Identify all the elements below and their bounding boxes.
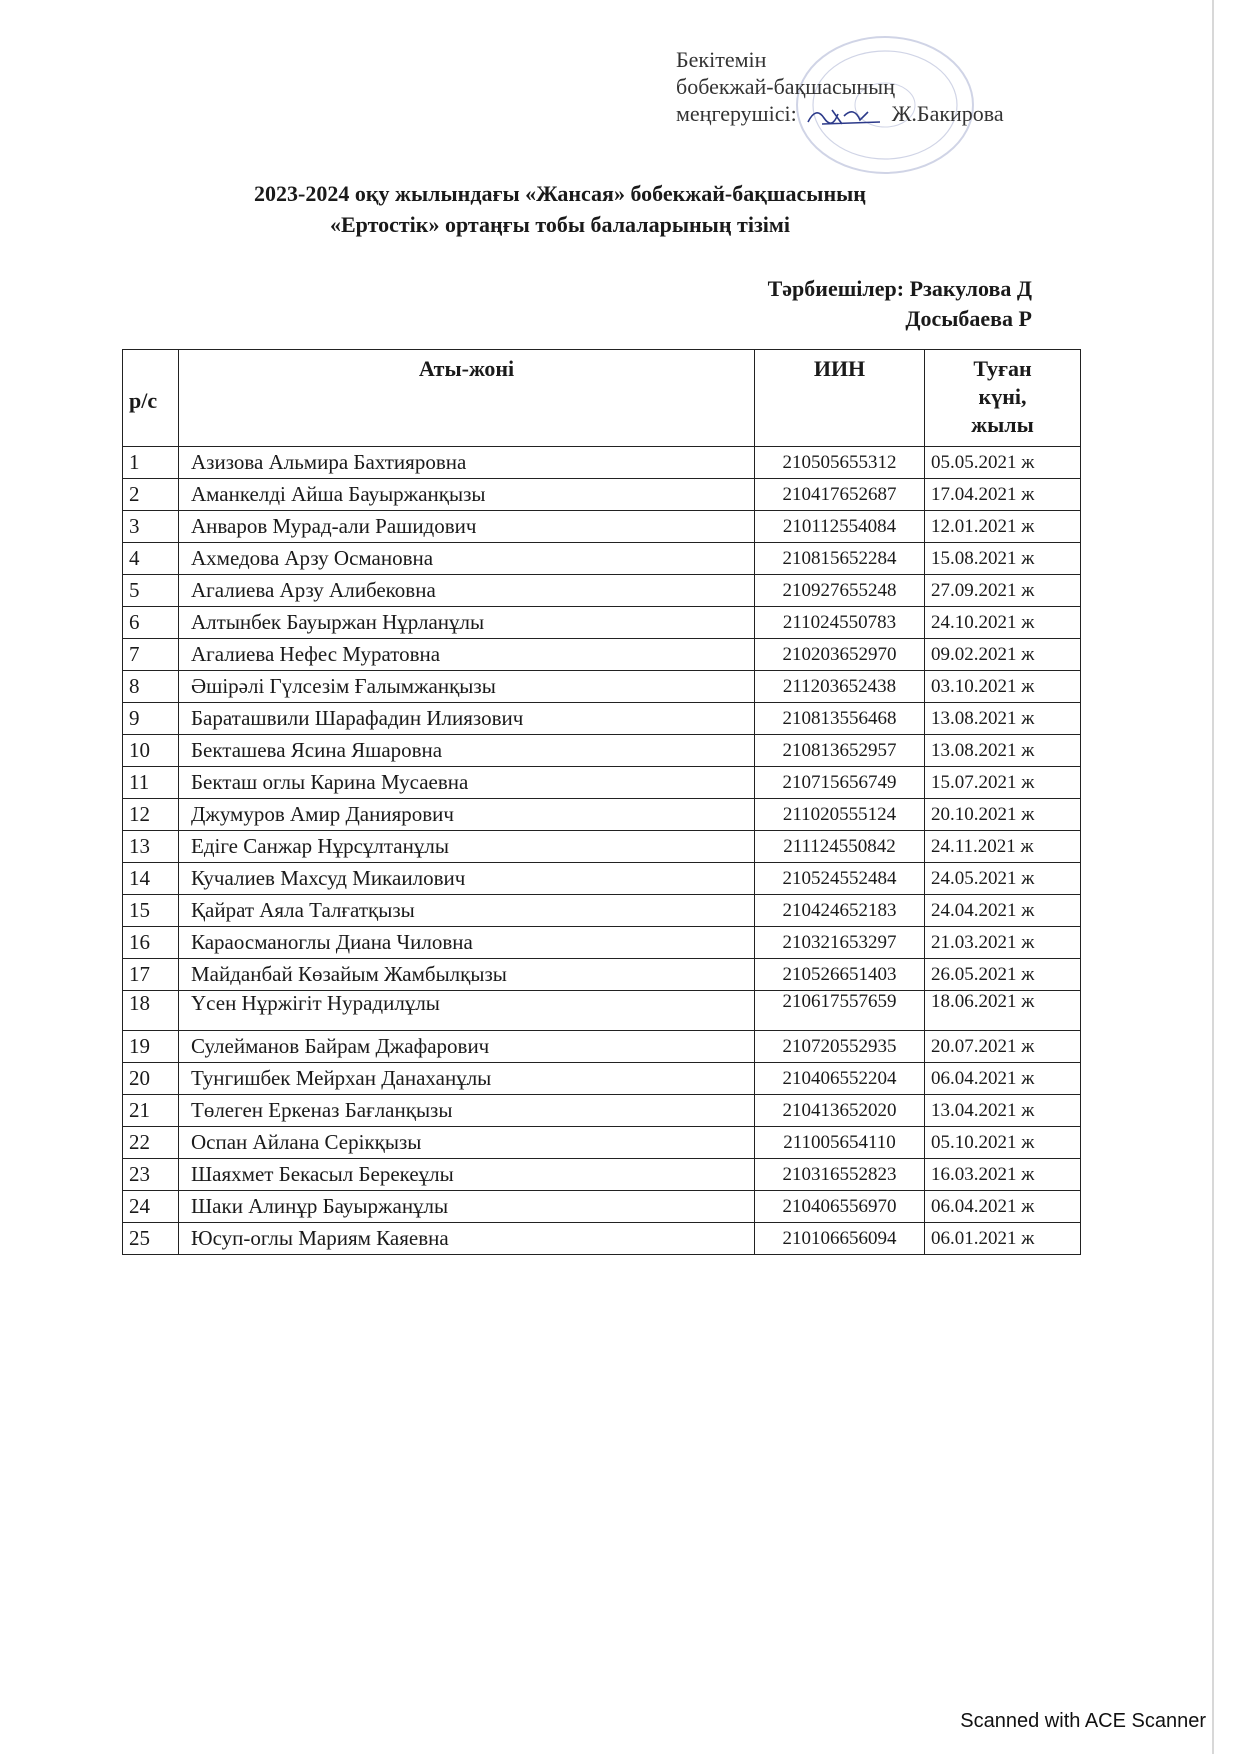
row-number: 13 xyxy=(123,831,179,863)
child-name: Ахмедова Арзу Османовна xyxy=(179,543,755,575)
table-row xyxy=(123,895,1081,927)
child-iin: 210813556468 xyxy=(755,703,925,735)
table-row xyxy=(123,607,1081,639)
child-iin: 210617557659 xyxy=(755,991,925,1031)
table-row xyxy=(123,927,1081,959)
row-number: 17 xyxy=(123,959,179,991)
header-num: р/с xyxy=(123,350,179,447)
row-number: 21 xyxy=(123,1095,179,1127)
child-iin: 210813652957 xyxy=(755,735,925,767)
table-row xyxy=(123,639,1081,671)
table-row xyxy=(123,959,1081,991)
table-row xyxy=(123,1159,1081,1191)
child-birth-date: 15.08.2021 ж xyxy=(925,543,1081,575)
child-name: Төлеген Еркеназ Бағланқызы xyxy=(179,1095,755,1127)
child-name: Едіге Санжар Нұрсұлтанұлы xyxy=(179,831,755,863)
table-row xyxy=(123,799,1081,831)
row-number: 16 xyxy=(123,927,179,959)
child-birth-date: 17.04.2021 ж xyxy=(925,479,1081,511)
row-number: 8 xyxy=(123,671,179,703)
child-iin: 210526651403 xyxy=(755,959,925,991)
approval-line-1: Бекітемін xyxy=(676,47,767,72)
table-row xyxy=(123,1095,1081,1127)
table-row xyxy=(123,543,1081,575)
child-name: Сулейманов Байрам Джафарович xyxy=(179,1031,755,1063)
header-dob-line-2: күні, xyxy=(978,384,1027,409)
title-line-1: 2023-2024 оқу жылындағы «Жансая» бобекжай-бақшасының xyxy=(254,181,866,206)
page-edge xyxy=(1212,0,1214,1754)
row-number: 19 xyxy=(123,1031,179,1063)
table-row xyxy=(123,831,1081,863)
child-name: Майданбай Көзайым Жамбылқызы xyxy=(179,959,755,991)
row-number: 5 xyxy=(123,575,179,607)
row-number: 11 xyxy=(123,767,179,799)
row-number: 3 xyxy=(123,511,179,543)
row-number: 2 xyxy=(123,479,179,511)
child-iin: 210424652183 xyxy=(755,895,925,927)
educators-line-2: Досыбаева Р xyxy=(905,306,1032,331)
table-row xyxy=(123,1063,1081,1095)
approval-name: Ж.Бакирова xyxy=(891,101,1004,126)
title-line-2: «Ертостік» ортаңғы тобы балаларының тізімі xyxy=(329,212,791,237)
child-iin: 210417652687 xyxy=(755,479,925,511)
child-birth-date: 13.08.2021 ж xyxy=(925,735,1081,767)
child-birth-date: 20.07.2021 ж xyxy=(925,1031,1081,1063)
child-birth-date: 15.07.2021 ж xyxy=(925,767,1081,799)
child-name: Джумуров Амир Даниярович xyxy=(179,799,755,831)
row-number: 18 xyxy=(123,991,179,1031)
child-birth-date: 06.04.2021 ж xyxy=(925,1191,1081,1223)
child-birth-date: 03.10.2021 ж xyxy=(925,671,1081,703)
child-birth-date: 18.06.2021 ж xyxy=(925,991,1081,1031)
child-name: Қайрат Аяла Талғатқызы xyxy=(179,895,755,927)
child-name: Үсен Нұржігіт Нурадилұлы xyxy=(179,991,755,1031)
child-birth-date: 12.01.2021 ж xyxy=(925,511,1081,543)
child-name: Бекташ оглы Карина Мусаевна xyxy=(179,767,755,799)
scanner-watermark: Scanned with ACE Scanner xyxy=(960,1710,1206,1732)
child-name: Бекташева Ясина Яшаровна xyxy=(179,735,755,767)
child-iin: 211020555124 xyxy=(755,799,925,831)
child-iin: 210406552204 xyxy=(755,1063,925,1095)
child-name: Агалиева Арзу Алибековна xyxy=(179,575,755,607)
child-birth-date: 24.04.2021 ж xyxy=(925,895,1081,927)
child-name: Караосманоглы Диана Чиловна xyxy=(179,927,755,959)
child-birth-date: 05.05.2021 ж xyxy=(925,447,1081,479)
row-number: 14 xyxy=(123,863,179,895)
table-row xyxy=(123,1191,1081,1223)
child-birth-date: 24.11.2021 ж xyxy=(925,831,1081,863)
table-row xyxy=(123,511,1081,543)
child-iin: 211024550783 xyxy=(755,607,925,639)
table-header-row xyxy=(123,350,1081,447)
document-title xyxy=(120,178,1000,240)
table-row xyxy=(123,703,1081,735)
header-dob-line-1: Туған xyxy=(973,356,1032,381)
child-iin: 210106656094 xyxy=(755,1223,925,1255)
table-row xyxy=(123,767,1081,799)
child-name: Анваров Мурад-али Рашидович xyxy=(179,511,755,543)
child-name: Шаки Алинұр Бауыржанұлы xyxy=(179,1191,755,1223)
child-birth-date: 05.10.2021 ж xyxy=(925,1127,1081,1159)
child-birth-date: 06.01.2021 ж xyxy=(925,1223,1081,1255)
approval-position: меңгерушісі: xyxy=(676,101,797,126)
child-birth-date: 24.05.2021 ж xyxy=(925,863,1081,895)
child-iin: 210406556970 xyxy=(755,1191,925,1223)
child-birth-date: 13.04.2021 ж xyxy=(925,1095,1081,1127)
child-name: Шаяхмет Бекасыл Берекеұлы xyxy=(179,1159,755,1191)
child-birth-date: 13.08.2021 ж xyxy=(925,703,1081,735)
table-row xyxy=(123,991,1081,1031)
child-iin: 211005654110 xyxy=(755,1127,925,1159)
row-number: 6 xyxy=(123,607,179,639)
table-row xyxy=(123,863,1081,895)
header-iin: ИИН xyxy=(755,350,925,447)
row-number: 12 xyxy=(123,799,179,831)
row-number: 7 xyxy=(123,639,179,671)
table-row xyxy=(123,479,1081,511)
child-iin: 210203652970 xyxy=(755,639,925,671)
child-birth-date: 27.09.2021 ж xyxy=(925,575,1081,607)
child-birth-date: 20.10.2021 ж xyxy=(925,799,1081,831)
child-name: Азизова Альмира Бахтияровна xyxy=(179,447,755,479)
child-iin: 211203652438 xyxy=(755,671,925,703)
child-iin: 210112554084 xyxy=(755,511,925,543)
child-iin: 210815652284 xyxy=(755,543,925,575)
child-birth-date: 06.04.2021 ж xyxy=(925,1063,1081,1095)
child-name: Юсуп-оглы Мариям Каяевна xyxy=(179,1223,755,1255)
child-name: Әшірәлі Гүлсезім Ғалымжанқызы xyxy=(179,671,755,703)
child-iin: 210505655312 xyxy=(755,447,925,479)
row-number: 25 xyxy=(123,1223,179,1255)
signature-icon xyxy=(802,102,886,130)
row-number: 15 xyxy=(123,895,179,927)
child-iin: 210321653297 xyxy=(755,927,925,959)
row-number: 9 xyxy=(123,703,179,735)
row-number: 1 xyxy=(123,447,179,479)
table-row xyxy=(123,1031,1081,1063)
table-row xyxy=(123,575,1081,607)
child-name: Алтынбек Бауыржан Нұрланұлы xyxy=(179,607,755,639)
child-name: Бараташвили Шарафадин Илиязович xyxy=(179,703,755,735)
educators-line-1: Тәрбиешілер: Рзакулова Д xyxy=(767,276,1032,301)
child-name: Аманкелді Айша Бауыржанқызы xyxy=(179,479,755,511)
child-birth-date: 16.03.2021 ж xyxy=(925,1159,1081,1191)
child-name: Агалиева Нефес Муратовна xyxy=(179,639,755,671)
table-row xyxy=(123,735,1081,767)
child-name: Оспан Айлана Серікқызы xyxy=(179,1127,755,1159)
educators-block xyxy=(600,274,1032,334)
table-row xyxy=(123,671,1081,703)
child-name: Кучалиев Махсуд Микаилович xyxy=(179,863,755,895)
approval-line-3 xyxy=(676,100,1096,130)
child-iin: 210715656749 xyxy=(755,767,925,799)
children-roster-table xyxy=(122,349,1081,1255)
child-iin: 211124550842 xyxy=(755,831,925,863)
header-dob xyxy=(925,350,1081,447)
table-row xyxy=(123,1127,1081,1159)
child-birth-date: 24.10.2021 ж xyxy=(925,607,1081,639)
approval-line-2: бобекжай-бақшасының xyxy=(676,74,895,99)
child-birth-date: 21.03.2021 ж xyxy=(925,927,1081,959)
row-number: 4 xyxy=(123,543,179,575)
row-number: 24 xyxy=(123,1191,179,1223)
row-number: 10 xyxy=(123,735,179,767)
child-iin: 210720552935 xyxy=(755,1031,925,1063)
header-dob-line-3: жылы xyxy=(971,412,1034,437)
child-birth-date: 26.05.2021 ж xyxy=(925,959,1081,991)
child-iin: 210413652020 xyxy=(755,1095,925,1127)
child-iin: 210927655248 xyxy=(755,575,925,607)
child-iin: 210524552484 xyxy=(755,863,925,895)
table-row xyxy=(123,1223,1081,1255)
child-iin: 210316552823 xyxy=(755,1159,925,1191)
child-name: Тунгишбек Мейрхан Данаханұлы xyxy=(179,1063,755,1095)
approval-block xyxy=(676,46,1096,130)
row-number: 22 xyxy=(123,1127,179,1159)
row-number: 20 xyxy=(123,1063,179,1095)
row-number: 23 xyxy=(123,1159,179,1191)
table-row xyxy=(123,447,1081,479)
header-name: Аты-жоні xyxy=(179,350,755,447)
child-birth-date: 09.02.2021 ж xyxy=(925,639,1081,671)
